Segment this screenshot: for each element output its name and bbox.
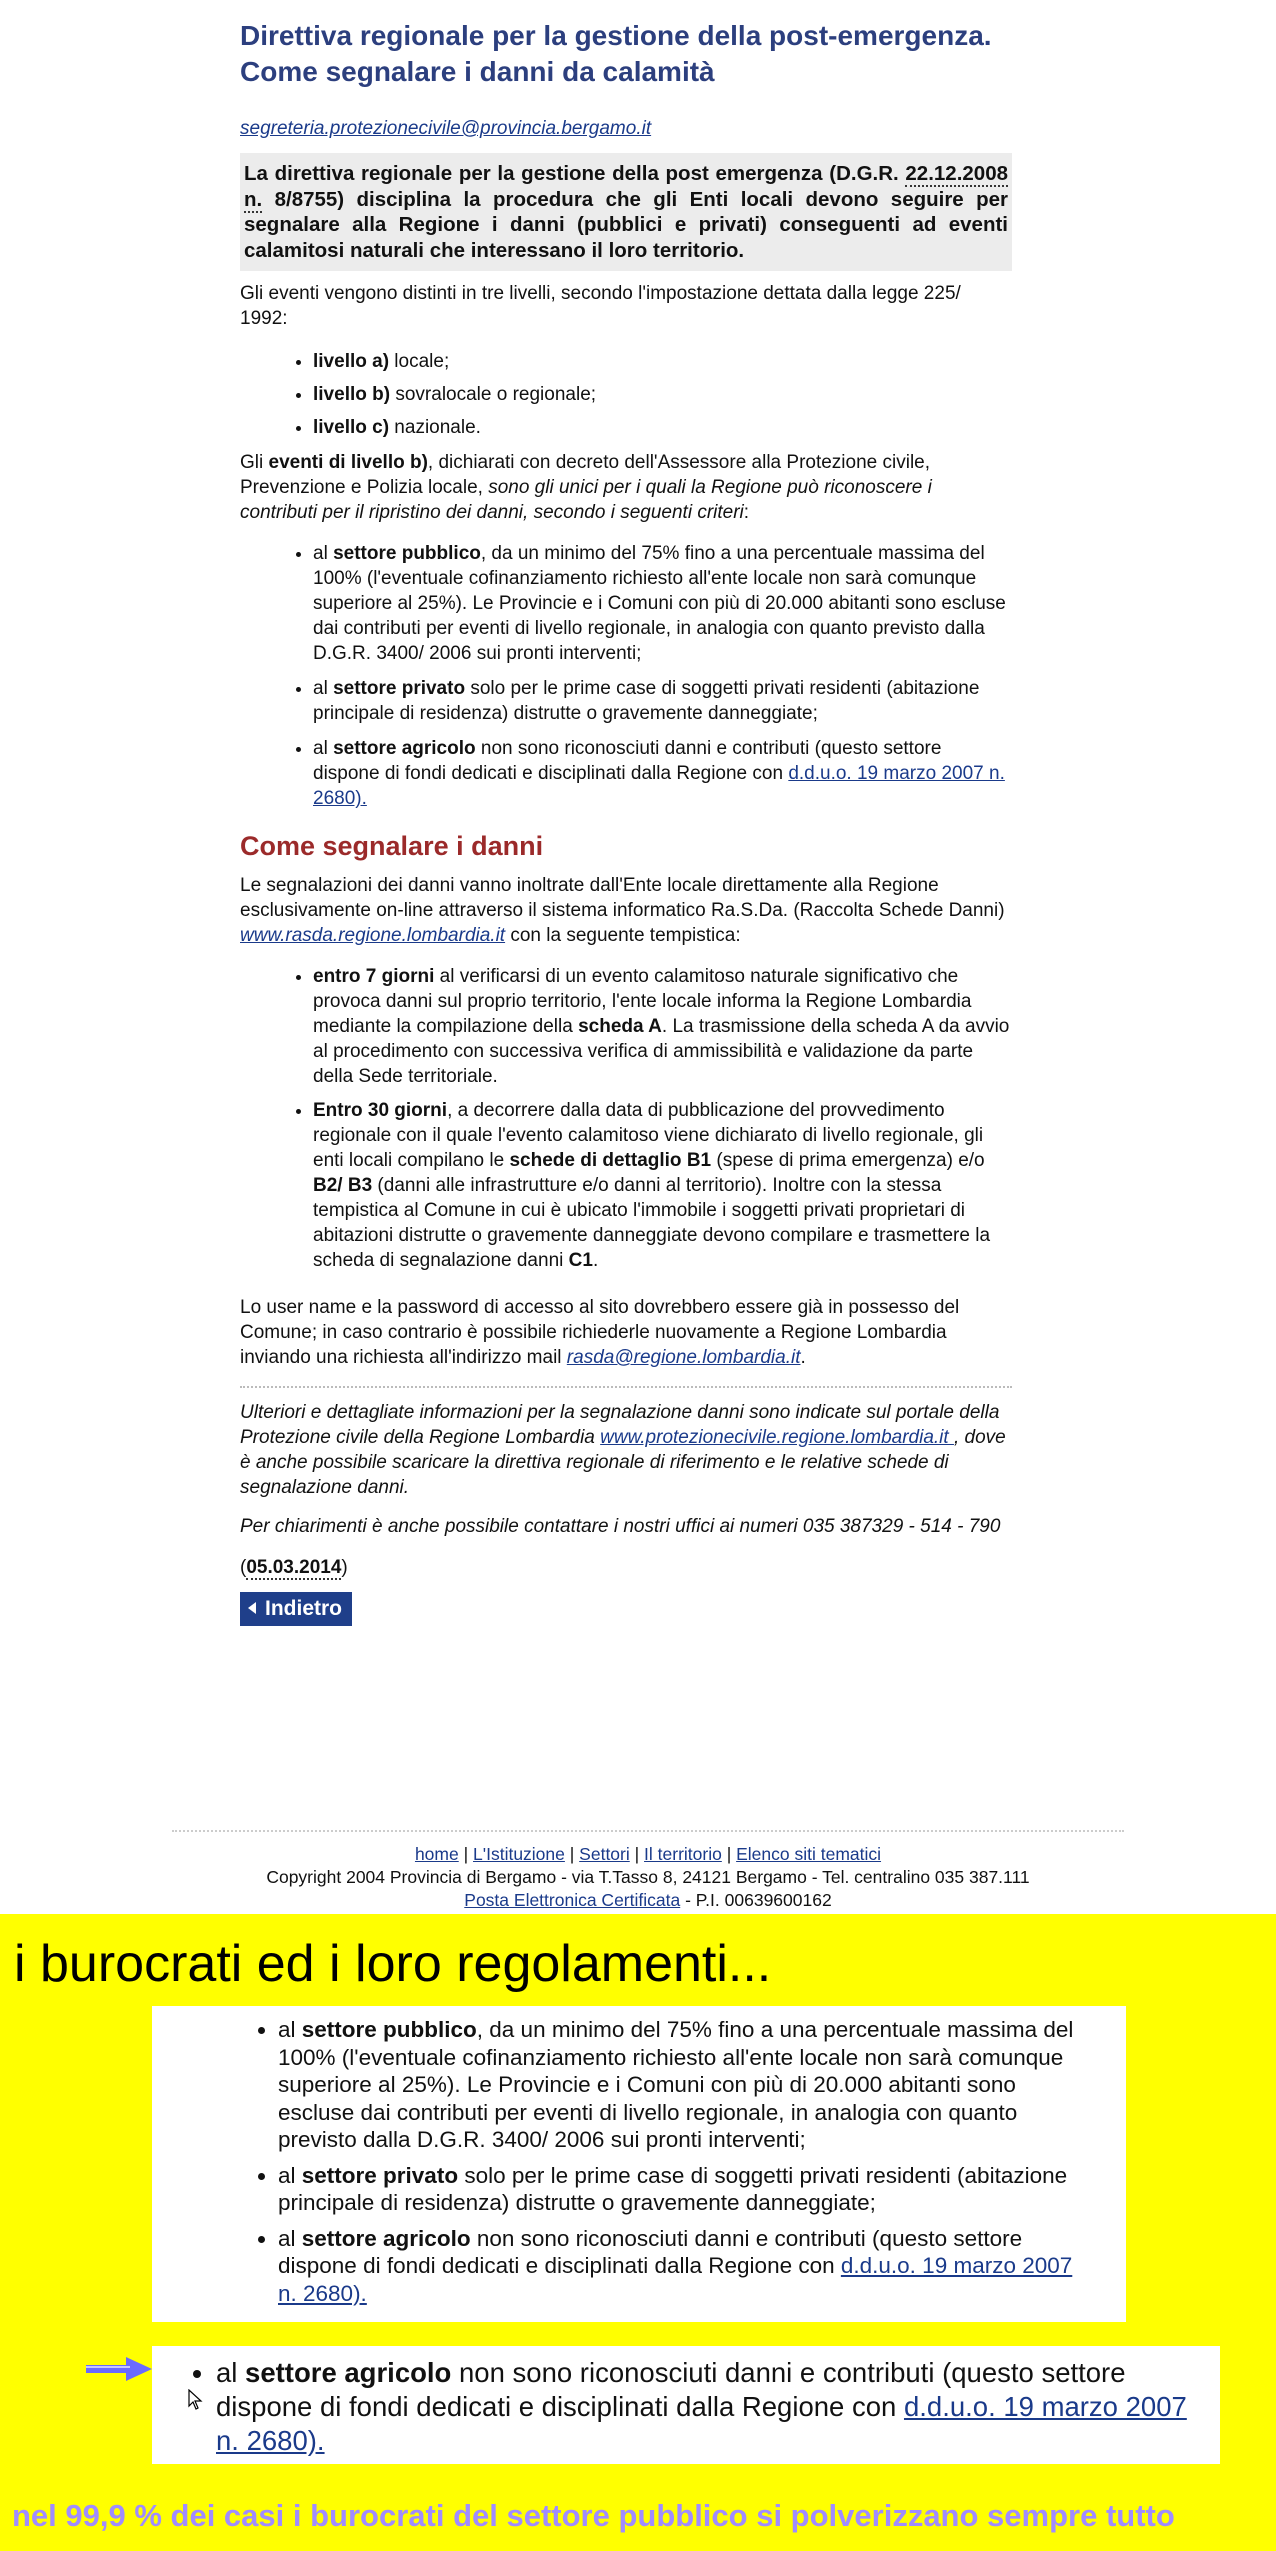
text: non sono riconosciuti danni e contributi (questo settore dispone di fondi dedicati e disciplinati dalla Regione con [313,738,942,784]
list-item [278,2225,1086,2308]
arrow-right-icon [86,2355,152,2383]
list-item [313,736,1012,811]
dduo-link[interactable]: d.d.u.o. 19 marzo 2007 n. 2680). [278,2253,1073,2306]
list-item [313,349,1012,374]
text: (spese di prima emergenza) e/o [711,1150,985,1171]
bold-text: settore agricolo [333,738,476,759]
text: al [278,2225,302,2251]
list-item [313,415,1012,440]
level-a-label: livello a) [313,351,390,372]
back-button[interactable] [240,1592,352,1626]
text: al [216,2357,246,2388]
text: . La trasmissione della scheda A da avvio al procedimento con successiva verifica di ammissibilità e validazione da parte della Sede territoriale. [313,1016,1010,1087]
text: (danni alle infrastrutture e/o danni al territorio). Inoltre con la stessa tempistica al Comune in cui è ubicato l'immobile i soggetti privati proprietari di abitazioni distrutte o gravemente danneggiate devono compilare e trasmettere la scheda di segnalazione danni [313,1175,991,1271]
bold-text: scheda A [578,1016,662,1037]
level-c-label: livello c) [313,417,390,438]
divider [240,1386,1012,1388]
date-text: 05.03.2014 [246,1557,342,1578]
separator: | [564,1844,580,1864]
vat-number: - P.I. 00639600162 [680,1890,832,1910]
meme-title: i burocrati ed i loro regolamenti... [14,1935,772,1993]
lead-number: n. [244,187,263,211]
timing-list [240,964,1012,1273]
article [240,18,1012,1626]
separator: | [721,1844,737,1864]
highlight-list [152,2346,1220,2458]
text: , da un minimo del 75% fino a una percentuale massima del 100% (l'eventuale cofinanziamento richiesto all'ente locale non sarà comunque superiore al 25%). Le Provincie e i Comuni con più di 20.000 abitanti sono escluse dai contributi per eventi di livello regionale, in analogia con quanto previsto dalla D.G.R. 3400/ 2006 sui pronti interventi; [278,2017,1074,2152]
protezionecivile-link[interactable]: www.protezionecivile.regione.lombardia.it [600,1427,954,1448]
quoted-criteria-list [152,2006,1126,2307]
footer-link-istituzione[interactable]: L'Istituzione [473,1844,565,1864]
bold-text: settore privato [333,678,466,699]
highlight-box [152,2346,1220,2464]
bold-text: schede di dettaglio B1 [509,1150,712,1171]
text: , dove è anche possibile scaricare la direttiva regionale di riferimento e le relative schede di segnalazione danni. [240,1427,1006,1498]
level-b-label: livello b) [313,384,391,405]
levels-list [240,349,1012,440]
page-title: Direttiva regionale per la gestione della post-emergenza. Come segnalare i danni da calamità [240,20,992,87]
footer-link-siti-tematici[interactable]: Elenco siti tematici [736,1844,882,1864]
criteria-list [240,541,1012,811]
email-link[interactable]: segreteria.protezionecivile@provincia.bergamo.it [240,118,652,139]
level-c-text: nazionale. [389,417,481,438]
level-b-text: sovralocale o regionale; [390,384,597,405]
text: al [278,2017,302,2042]
update-date [240,1555,1012,1580]
back-button-label: Indietro [265,1597,342,1620]
footer-link-territorio[interactable]: Il territorio [644,1844,722,1864]
level-a-text: locale; [389,351,450,372]
bold-text: settore agricolo [301,2225,471,2251]
text: non sono riconosciuti danni e contributi (questo settore dispone di fondi dedicati e disciplinati dalla Regione con [278,2225,1023,2278]
bold-text: settore agricolo [245,2357,452,2388]
text: Gli [240,452,269,473]
text: : [743,502,750,523]
rasda-link[interactable]: www.rasda.regione.lombardia.it [240,925,506,946]
segnalazioni-paragraph [240,873,1012,948]
text: . [592,1250,599,1271]
text: al [313,678,334,699]
text: , da un minimo del 75% fino a una percentuale massima del 100% (l'eventuale cofinanziamento richiesto all'ente locale non sarà comunque superiore al 25%). Le Provincie e i Comuni con più di 20.000 abitanti sono escluse dai contributi per eventi di livello regionale, in analogia con quanto previsto dalla D.G.R. 3400/ 2006 sui pronti interventi; [313,543,1006,664]
footer [172,1830,1124,1912]
list-item [313,964,1012,1089]
text: solo per le prime case di soggetti privati residenti (abitazione principale di residenza) distrutte o gravemente danneggiate; [278,2162,1068,2215]
lead-text: La direttiva regionale per la gestione della post emergenza (D.G.R. [244,162,906,185]
text: Lo user name e la password di accesso al sito dovrebbero essere già in possesso del Comune; in caso contrario è possibile richiederle nuovamente a Regione Lombardia inviando una richiesta all'indirizzo mail [240,1297,960,1368]
text: con la seguente tempistica: [505,925,741,946]
rasda-email-link[interactable]: rasda@regione.lombardia.it [566,1347,801,1368]
text: ( [240,1557,247,1578]
intro-paragraph: Gli eventi vengono distinti in tre livelli, secondo l'impostazione dettata dalla legge 225/ 1992: [240,283,961,329]
section-title: Come segnalare i danni [240,831,544,861]
dduo-link[interactable]: d.d.u.o. 19 marzo 2007 n. 2680). [216,2391,1187,2456]
quote-box [152,2006,1126,2322]
bold-text: C1 [568,1250,593,1271]
footer-link-settori[interactable]: Settori [579,1844,630,1864]
copyright: Copyright 2004 Provincia di Bergamo - via T.Tasso 8, 24121 Bergamo - Tel. centralino 035 387.111 [266,1867,1030,1887]
list-item [313,1098,1012,1273]
text: al [313,543,334,564]
bold-text: settore privato [301,2162,459,2188]
footer-link-home[interactable]: home [414,1844,459,1864]
info-paragraph [240,1400,1012,1500]
password-paragraph [240,1295,1012,1370]
separator: | [458,1844,474,1864]
separator: | [629,1844,645,1864]
text: Ulteriori e dettagliate informazioni per la segnalazione danni sono indicate sul portale della Protezione civile della Regione Lombardia [240,1402,1000,1448]
bold-text: B2/ B3 [313,1175,373,1196]
italic-text: sono gli unici per i quali la Regione può riconoscere i contributi per il ripristino dei danni, secondo i seguenti criteri [240,477,932,523]
text: , a decorrere dalla data di pubblicazione del provvedimento regionale con il quale l'evento calamitoso viene dichiarato di livello regionale, gli enti locali compilano le [313,1100,984,1171]
arrow-left-icon [248,1602,256,1614]
meme-overlay [0,1914,1276,2551]
lead-paragraph [240,153,1012,271]
meme-caption: nel 99,9 % dei casi i burocrati del settore pubblico si polverizzano sempre tutto [12,2498,1175,2533]
bold-text: eventi di livello b) [268,452,428,473]
bold-text: settore pubblico [333,543,481,564]
bold-text: Entro 30 giorni [313,1100,448,1121]
bold-text: entro 7 giorni [313,966,435,987]
list-item [278,2162,1086,2217]
list-item [278,2016,1086,2154]
bold-text: settore pubblico [301,2017,477,2042]
list-item [216,2356,1190,2458]
mouse-cursor-icon [188,2389,204,2411]
list-item [313,676,1012,726]
lead-date: 22.12.2008 [905,162,1008,185]
text: non sono riconosciuti danni e contributi (questo settore dispone di fondi dedicati e disciplinati dalla Regione con [216,2357,1126,2422]
text: ) [341,1557,348,1578]
footer-nav [172,1843,1124,1866]
list-item [313,382,1012,407]
text: . [800,1347,806,1368]
pec-link[interactable]: Posta Elettronica Certificata [464,1890,681,1910]
text: al [313,738,334,759]
contacts-paragraph: Per chiarimenti è anche possibile contattare i nostri uffici ai numeri 035 387329 - 514 - 790 [240,1516,1001,1537]
lead-text-end: 8/8755) disciplina la procedura che gli Enti locali devono seguire per segnalare alla Regione i danni (pubblici e privati) conseguenti ad eventi calamitosi naturali che interessano il loro territorio. [244,187,1008,262]
dduo-link[interactable]: d.d.u.o. 19 marzo 2007 n. 2680). [313,763,1005,809]
text: al [278,2162,302,2188]
footer-pec [172,1889,1124,1912]
text: , dichiarati con decreto dell'Assessore alla Protezione civile, Prevenzione e Polizia locale, [240,452,931,498]
text: al verificarsi di un evento calamitoso naturale significativo che provoca danni sul proprio territorio, l'ente locale informa la Regione Lombardia mediante la compilazione della [313,966,972,1037]
text: solo per le prime case di soggetti privati residenti (abitazione principale di residenza) distrutte o gravemente danneggiate; [313,678,980,724]
text: Le segnalazioni dei danni vanno inoltrate dall'Ente locale direttamente alla Regione esclusivamente on-line attraverso il sistema informatico Ra.S.Da. (Raccolta Schede Danni) [240,875,1005,921]
level-b-paragraph [240,450,1012,525]
list-item [313,541,1012,666]
